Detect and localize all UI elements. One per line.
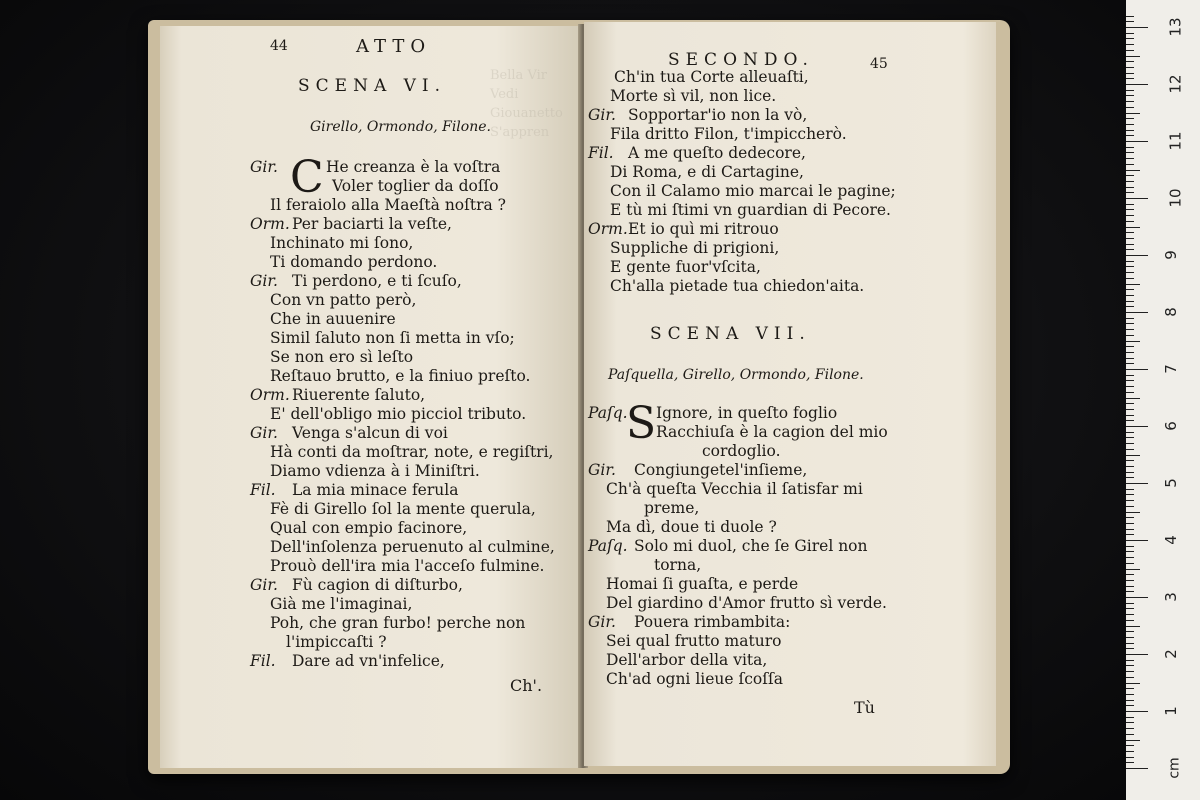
right-running-head: SECONDO. xyxy=(668,50,814,70)
verse-line: A me queſto dedecore, xyxy=(628,144,806,162)
verse-line: Fù cagion di diſturbo, xyxy=(292,576,463,594)
ruler-tick xyxy=(1126,523,1134,524)
measurement-ruler xyxy=(1126,0,1200,800)
verse-line: Morte sì vil, non lice. xyxy=(610,87,777,105)
verse-line: Prouò dell'ira mia l'acceſo fulmine. xyxy=(270,557,545,575)
ruler-tick xyxy=(1126,323,1134,324)
ruler-tick xyxy=(1126,380,1134,381)
ruler-tick xyxy=(1126,107,1134,108)
verse-line: Ch'à queſta Vecchia il ſatisfar mi xyxy=(606,480,863,498)
ruler-tick xyxy=(1126,215,1134,216)
ruler-tick xyxy=(1126,751,1134,752)
ruler-tick xyxy=(1126,375,1134,376)
verse-line: Ch'ad ogni lieue ſcoſſa xyxy=(606,670,783,688)
ruler-tick xyxy=(1126,472,1134,473)
ruler-tick xyxy=(1126,221,1134,222)
verse-line: Racchiuſa è la cagion del mio xyxy=(656,423,888,441)
ruler-tick xyxy=(1126,586,1134,587)
ruler-tick xyxy=(1126,591,1134,592)
ruler-tick xyxy=(1126,130,1134,131)
ruler-tick xyxy=(1126,358,1134,359)
ruler-tick xyxy=(1126,455,1140,456)
verse-line: E gente fuor'vſcita, xyxy=(610,258,761,276)
ruler-tick xyxy=(1126,329,1134,330)
ruler-tick xyxy=(1126,369,1148,370)
right-catchword: Tù xyxy=(854,698,875,717)
ruler-tick xyxy=(1126,392,1134,393)
ruler-tick xyxy=(1126,346,1134,347)
ruler-tick xyxy=(1126,44,1134,45)
verse-line: Diamo vdienza à i Miniſtri. xyxy=(270,462,480,480)
verse-line: Inchinato mi ſono, xyxy=(270,234,414,252)
left-drop-cap: C xyxy=(290,152,324,203)
verse-line: Hà conti da moſtrar, note, e regiſtri, xyxy=(270,443,554,461)
ruler-tick xyxy=(1126,284,1140,285)
ruler-tick xyxy=(1126,73,1134,74)
ruler-tick xyxy=(1126,301,1134,302)
ruler-tick xyxy=(1126,426,1148,427)
ruler-tick xyxy=(1126,660,1134,661)
verse-line: E tù mi ſtimi vn guardian di Pecore. xyxy=(610,201,891,219)
ruler-tick xyxy=(1126,147,1134,148)
ruler-tick xyxy=(1126,113,1140,114)
ruler-tick xyxy=(1126,517,1134,518)
right-folio: 45 xyxy=(870,56,888,72)
ruler-tick xyxy=(1126,175,1134,176)
ruler-tick xyxy=(1126,118,1134,119)
ruler-tick xyxy=(1126,420,1134,421)
ruler-tick xyxy=(1126,608,1134,609)
ruler-tick xyxy=(1126,61,1134,62)
ruler-tick xyxy=(1126,654,1148,655)
verse-line: Che in auuenire xyxy=(270,310,396,328)
left-folio: 44 xyxy=(270,38,288,54)
ruler-tick xyxy=(1126,460,1134,461)
verse-line: Ti perdono, e ti ſcuſo, xyxy=(292,272,462,290)
ruler-tick xyxy=(1126,603,1134,604)
ruler-tick xyxy=(1126,295,1134,296)
verse-line: Poh, che gran furbo! perche non xyxy=(270,614,526,632)
verse-line: Homai ſi guaſta, e perde xyxy=(606,575,799,593)
ruler-tick xyxy=(1126,665,1134,666)
ruler-tick xyxy=(1126,768,1148,769)
ruler-number: 12 xyxy=(1166,74,1185,94)
ruler-tick xyxy=(1126,90,1134,91)
ruler-tick xyxy=(1126,688,1134,689)
ruler-tick xyxy=(1126,238,1134,239)
verse-line: l'impiccaſti ? xyxy=(286,633,387,651)
verse-line: Sopportar'io non la vò, xyxy=(628,106,808,124)
ruler-tick xyxy=(1126,637,1134,638)
speaker-label: Fil. xyxy=(250,652,276,670)
ruler-tick xyxy=(1126,409,1134,410)
ruler-tick xyxy=(1126,415,1134,416)
verse-line: Con vn patto però, xyxy=(270,291,417,309)
ruler-tick xyxy=(1126,21,1134,22)
ruler-tick xyxy=(1126,580,1134,581)
ruler-tick xyxy=(1126,631,1134,632)
ruler-tick xyxy=(1126,386,1134,387)
ruler-tick xyxy=(1126,33,1134,34)
right-drop-cap: S xyxy=(626,398,657,449)
ruler-tick xyxy=(1126,551,1134,552)
left-characters: Girello, Ormondo, Filone. xyxy=(310,119,491,135)
ruler-tick xyxy=(1126,363,1134,364)
bleed-through-text: Bella Vir Vedi Giouanetto S'appren xyxy=(490,68,563,140)
right-scene-title: SCENA VII. xyxy=(650,324,811,344)
ruler-number: 3 xyxy=(1161,592,1180,602)
ruler-tick xyxy=(1126,569,1140,570)
verse-line: Se non ero sì leſto xyxy=(270,348,414,366)
ruler-tick xyxy=(1126,546,1134,547)
ruler-tick xyxy=(1126,443,1134,444)
ruler-tick xyxy=(1126,643,1134,644)
ruler-number: 9 xyxy=(1161,250,1180,260)
ruler-tick xyxy=(1126,232,1134,233)
ruler-tick xyxy=(1126,740,1140,741)
verse-line: E' dell'obligo mio picciol tributo. xyxy=(270,405,527,423)
verse-line: Sei qual frutto maturo xyxy=(606,632,782,650)
ruler-number: 13 xyxy=(1166,17,1185,37)
verse-line: Già me l'imaginai, xyxy=(270,595,413,613)
ruler-tick xyxy=(1126,249,1134,250)
verse-line: Reſtauo brutto, e la finiuo preſto. xyxy=(270,367,531,385)
ruler-tick xyxy=(1126,192,1134,193)
ruler-tick xyxy=(1126,722,1134,723)
ruler-tick xyxy=(1126,466,1134,467)
speaker-label: Fil. xyxy=(250,481,276,499)
ruler-tick xyxy=(1126,762,1134,763)
ruler-tick xyxy=(1126,597,1148,598)
verse-line: Fila dritto Filon, t'impiccherò. xyxy=(610,125,847,143)
verse-line: Dare ad vn'infelice, xyxy=(292,652,445,670)
verse-line: Ch'alla pietade tua chiedon'aita. xyxy=(610,277,865,295)
ruler-tick xyxy=(1126,403,1134,404)
ruler-tick xyxy=(1126,38,1134,39)
ruler-number: 8 xyxy=(1161,307,1180,317)
ruler-tick xyxy=(1126,50,1134,51)
ruler-tick xyxy=(1126,671,1134,672)
speaker-label: Gir. xyxy=(588,461,616,479)
ruler-tick xyxy=(1126,67,1134,68)
ruler-tick xyxy=(1126,84,1148,85)
ruler-tick xyxy=(1126,209,1134,210)
ruler-tick xyxy=(1126,141,1148,142)
ruler-tick xyxy=(1126,16,1134,17)
ruler-tick xyxy=(1126,261,1134,262)
ruler-tick xyxy=(1126,745,1134,746)
ruler-tick xyxy=(1126,187,1134,188)
ruler-tick xyxy=(1126,677,1134,678)
ruler-tick xyxy=(1126,574,1134,575)
ruler-tick xyxy=(1126,204,1134,205)
ruler-tick xyxy=(1126,341,1140,342)
ruler-tick xyxy=(1126,335,1134,336)
verse-line: Del giardino d'Amor frutto sì verde. xyxy=(606,594,887,612)
verse-line: Riuerente ſaluto, xyxy=(292,386,426,404)
ruler-number: 5 xyxy=(1161,478,1180,488)
ruler-tick xyxy=(1126,500,1134,501)
right-characters: Paſquella, Girello, Ormondo, Filone. xyxy=(608,367,864,383)
verse-line: Dell'inſolenza peruenuto al culmine, xyxy=(270,538,555,556)
speaker-label: Fil. xyxy=(588,144,614,162)
ruler-tick xyxy=(1126,700,1134,701)
ruler-tick xyxy=(1126,289,1134,290)
ruler-tick xyxy=(1126,705,1134,706)
left-catchword: Ch'. xyxy=(510,676,543,695)
ruler-tick xyxy=(1126,694,1134,695)
speaker-label: Gir. xyxy=(250,576,278,594)
ruler-tick xyxy=(1126,477,1134,478)
ruler-tick xyxy=(1126,198,1148,199)
ruler-tick xyxy=(1126,540,1148,541)
verse-line: Ma dì, doue ti duole ? xyxy=(606,518,777,536)
ruler-tick xyxy=(1126,312,1148,313)
verse-line: Simil ſaluto non ſi metta in vſo; xyxy=(270,329,515,347)
verse-line: Ti domando perdono. xyxy=(270,253,438,271)
ruler-tick xyxy=(1126,432,1134,433)
ruler-number: 10 xyxy=(1166,188,1185,208)
ruler-tick xyxy=(1126,483,1148,484)
speaker-label: Paſq. xyxy=(588,404,628,422)
speaker-label: Gir. xyxy=(250,424,278,442)
ruler-number: 4 xyxy=(1161,535,1180,545)
ruler-number: 6 xyxy=(1161,421,1180,431)
ruler-tick xyxy=(1126,95,1134,96)
speaker-label: Gir. xyxy=(250,272,278,290)
speaker-label: Orm. xyxy=(250,215,290,233)
ruler-tick xyxy=(1126,78,1134,79)
ruler-tick xyxy=(1126,278,1134,279)
ruler-tick xyxy=(1126,529,1134,530)
speaker-label: Orm. xyxy=(588,220,628,238)
verse-line: Solo mi duol, che ſe Girel non xyxy=(634,537,868,555)
ruler-tick xyxy=(1126,101,1134,102)
verse-line: Ignore, in queſto foglio xyxy=(656,404,838,422)
ruler-tick xyxy=(1126,27,1148,28)
verse-line: Ch'in tua Corte alleuaſti, xyxy=(614,68,809,86)
left-running-head: ATTO xyxy=(356,36,432,57)
verse-line: Pouera rimbambita: xyxy=(634,613,791,631)
ruler-number: 1 xyxy=(1161,706,1180,716)
ruler-unit-label: cm xyxy=(1166,757,1183,779)
ruler-tick xyxy=(1126,352,1134,353)
verse-line: Qual con empio facinore, xyxy=(270,519,468,537)
ruler-tick xyxy=(1126,494,1134,495)
ruler-tick xyxy=(1126,728,1134,729)
ruler-tick xyxy=(1126,318,1134,319)
right-page xyxy=(584,22,996,766)
ruler-tick xyxy=(1126,614,1134,615)
ruler-tick xyxy=(1126,272,1134,273)
verse-line: Per baciarti la veſte, xyxy=(292,215,452,233)
verse-line: torna, xyxy=(654,556,702,574)
ruler-tick xyxy=(1126,563,1134,564)
ruler-tick xyxy=(1126,557,1134,558)
ruler-tick xyxy=(1126,398,1140,399)
ruler-tick xyxy=(1126,626,1140,627)
ruler-tick xyxy=(1126,135,1134,136)
ruler-tick xyxy=(1126,56,1140,57)
verse-line: cordoglio. xyxy=(702,442,781,460)
ruler-tick xyxy=(1126,170,1140,171)
ruler-tick xyxy=(1126,506,1134,507)
verse-line: He creanza è la voſtra xyxy=(326,158,501,176)
ruler-tick xyxy=(1126,620,1134,621)
ruler-number: 11 xyxy=(1166,131,1185,151)
verse-line: preme, xyxy=(644,499,700,517)
verse-line: Voler toglier da doſſo xyxy=(332,177,499,195)
verse-line: Con il Calamo mio marcai le pagine; xyxy=(610,182,896,200)
ruler-tick xyxy=(1126,158,1134,159)
ruler-tick xyxy=(1126,227,1140,228)
verse-line: La mia minace ferula xyxy=(292,481,459,499)
ruler-tick xyxy=(1126,164,1134,165)
ruler-tick xyxy=(1126,489,1134,490)
left-page xyxy=(160,26,580,768)
ruler-tick xyxy=(1126,255,1148,256)
ruler-tick xyxy=(1126,181,1134,182)
verse-line: Et io quì mi ritrouo xyxy=(628,220,779,238)
ruler-tick xyxy=(1126,683,1140,684)
ruler-tick xyxy=(1126,734,1134,735)
speaker-label: Orm. xyxy=(250,386,290,404)
verse-line: Suppliche di prigioni, xyxy=(610,239,780,257)
ruler-tick xyxy=(1126,512,1140,513)
ruler-tick xyxy=(1126,449,1134,450)
verse-line: Il feraiolo alla Maeſtà noſtra ? xyxy=(270,196,506,214)
ruler-tick xyxy=(1126,306,1134,307)
speaker-label: Paſq. xyxy=(588,537,628,555)
ruler-tick xyxy=(1126,757,1134,758)
verse-line: Fè di Girello ſol la mente querula, xyxy=(270,500,536,518)
ruler-tick xyxy=(1126,124,1134,125)
ruler-tick xyxy=(1126,717,1134,718)
left-scene-title: SCENA VI. xyxy=(298,76,447,96)
verse-line: Venga s'alcun di voi xyxy=(292,424,448,442)
ruler-tick xyxy=(1126,648,1134,649)
speaker-label: Gir. xyxy=(588,613,616,631)
ruler-tick xyxy=(1126,437,1134,438)
ruler-number: 7 xyxy=(1161,364,1180,374)
ruler-number: 2 xyxy=(1161,649,1180,659)
speaker-label: Gir. xyxy=(588,106,616,124)
verse-line: Congiungetel'inſieme, xyxy=(634,461,808,479)
ruler-tick xyxy=(1126,244,1134,245)
speaker-label: Gir. xyxy=(250,158,278,176)
ruler-tick xyxy=(1126,152,1134,153)
ruler-tick xyxy=(1126,711,1148,712)
ruler-tick xyxy=(1126,266,1134,267)
verse-line: Di Roma, e di Cartagine, xyxy=(610,163,804,181)
verse-line: Dell'arbor della vita, xyxy=(606,651,768,669)
ruler-tick xyxy=(1126,534,1134,535)
